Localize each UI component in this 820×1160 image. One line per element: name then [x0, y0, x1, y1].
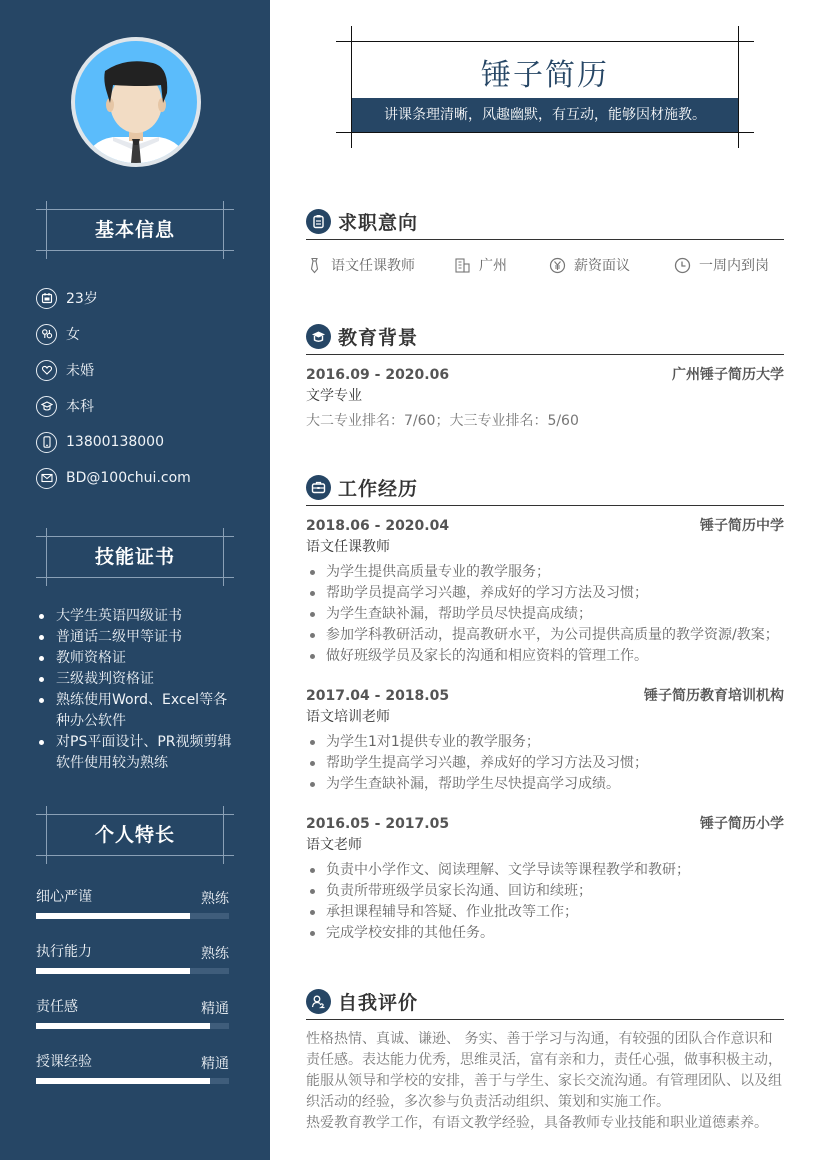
skills-heading: [36, 806, 234, 856]
education-entry: [306, 365, 784, 432]
info-degree-text: 本科: [66, 399, 94, 415]
skill-bar-fill: [36, 968, 190, 974]
info-age-text: 23岁: [66, 291, 98, 307]
skill-bar-fill: [36, 1078, 210, 1084]
skill-level: 熟练: [201, 946, 229, 962]
resume-header: [336, 26, 754, 148]
clock-icon: [674, 257, 691, 274]
info-gender: [36, 316, 256, 352]
section-title: 求职意向: [338, 211, 419, 234]
section-header: [306, 469, 784, 506]
certificates-list: [36, 606, 241, 774]
entry-period: 2017.04 - 2018.05: [306, 688, 450, 704]
skill-bar-fill: [36, 1023, 210, 1029]
bullet-item: 帮助学员提高学习兴趣，养成好的学习方法及习惯；: [306, 583, 784, 604]
briefcase-icon: [306, 475, 331, 500]
info-marital: [36, 352, 256, 388]
info-phone: [36, 424, 256, 460]
job-intent-section: [306, 203, 784, 284]
work-section: [306, 469, 784, 944]
intent-position-text: 语文任课教师: [331, 258, 415, 274]
self-evaluation-section: [306, 983, 784, 1134]
bullet-item: 为学生查缺补漏，帮助学员尽快提高成绩；: [306, 604, 784, 625]
skill-name: 执行能力: [36, 944, 92, 960]
calendar-icon: [36, 288, 57, 309]
info-email: [36, 460, 256, 496]
bullet-item: 负责所带班级学员家长沟通、回访和续班；: [306, 881, 784, 902]
intent-salary-text: 薪资面议: [574, 258, 630, 274]
bullet-item: 为学生提供高质量专业的教学服务；: [306, 562, 784, 583]
skill-name: 细心严谨: [36, 889, 92, 905]
info-gender-text: 女: [66, 327, 80, 343]
evaluation-paragraph: 热爱教育教学工作，有语文教学经验，具备教师专业技能和职业道德素养。: [306, 1115, 768, 1131]
cert-item: 大学生英语四级证书: [36, 606, 241, 627]
intent-availability: [674, 255, 769, 275]
info-phone-text: 13800138000: [66, 434, 164, 450]
entry-role: 语文培训老师: [306, 709, 390, 725]
section-header: [306, 203, 784, 240]
skill-bar: [36, 968, 229, 974]
skill-bar: [36, 913, 229, 919]
bullet-item: 负责中小学作文、阅读理解、文学导读等课程教学和教研；: [306, 860, 784, 881]
entry-bullets: [306, 860, 784, 944]
graduation-cap-icon: [306, 324, 331, 349]
mail-icon: [36, 468, 57, 489]
clipboard-icon: [306, 209, 331, 234]
bullet-item: 帮助学生提高学习兴趣，养成好的学习方法及习惯；: [306, 753, 784, 774]
gender-icon: [36, 324, 57, 345]
intent-availability-text: 一周内到岗: [699, 258, 769, 274]
skill-item: [36, 941, 229, 981]
bullet-item: 为学生1对1提供专业的教学服务；: [306, 732, 784, 753]
info-email-text: BD@100chui.com: [66, 470, 191, 486]
skill-item: [36, 1051, 229, 1091]
entry-description: 大二专业排名：7/60；大三专业排名：5/60: [306, 413, 579, 429]
section-title: 工作经历: [338, 477, 419, 500]
basic-info-title: 基本信息: [94, 219, 175, 241]
entry-period: 2016.05 - 2017.05: [306, 816, 450, 832]
basic-info-heading: [36, 201, 234, 251]
resume-tagline: 讲课条理清晰，风趣幽默，有互动，能够因材施教。: [352, 98, 738, 132]
bullet-item: 参加学科教研活动，提高教研水平，为公司提供高质量的教学资源/教案；: [306, 625, 784, 646]
entry-org: 锤子简历小学: [700, 816, 784, 832]
entry-org: 锤子简历教育培训机构: [644, 688, 784, 704]
resume-title: 锤子简历: [481, 58, 609, 93]
entry-org: 广州锤子简历大学: [672, 367, 784, 383]
entry-role: 语文老师: [306, 837, 362, 853]
cert-item: 对PS平面设计、PR视频剪辑软件使用较为熟练: [36, 732, 241, 774]
avatar-illustration: [75, 41, 197, 163]
basic-info-list: [36, 280, 256, 496]
intent-city-text: 广州: [479, 258, 507, 274]
skill-level: 精通: [201, 1056, 229, 1072]
graduation-cap-icon: [36, 396, 57, 417]
user-icon: [306, 989, 331, 1014]
section-header: [306, 318, 784, 355]
skill-name: 授课经验: [36, 1054, 92, 1070]
section-header: [306, 983, 784, 1020]
info-marital-text: 未婚: [66, 363, 94, 379]
work-entry: [306, 516, 784, 667]
skill-level: 精通: [201, 1001, 229, 1017]
skill-item: [36, 996, 229, 1036]
skill-bar: [36, 1078, 229, 1084]
entry-major: 文学专业: [306, 388, 362, 404]
evaluation-paragraph: 性格热情、真诚、谦逊、 务实、善于学习与沟通，有较强的团队合作意识和责任感。表达能力优秀，思维灵活，富有亲和力，责任心强，做事积极主动，能服从领导和学校的安排，善于与学生、家长交流沟通。有管理团队、以及组织活动的经验，多次参与负责活动组织、策划和实施工作。: [306, 1031, 782, 1110]
bullet-item: 做好班级学员及家长的沟通和相应资料的管理工作。: [306, 646, 784, 667]
bullet-item: 承担课程辅导和答疑、作业批改等工作；: [306, 902, 784, 923]
education-section: [306, 318, 784, 432]
cert-item: 教师资格证: [36, 648, 241, 669]
cert-item: 三级裁判资格证: [36, 669, 241, 690]
sidebar: [0, 0, 270, 1160]
work-entry: [306, 686, 784, 795]
section-title: 教育背景: [338, 326, 419, 349]
entry-period: 2018.06 - 2020.04: [306, 518, 450, 534]
tie-icon: [306, 257, 323, 274]
entry-bullets: [306, 562, 784, 667]
skills-title: 个人特长: [94, 824, 175, 846]
intent-salary: [549, 255, 674, 275]
building-icon: [454, 257, 471, 274]
cert-item: 普通话二级甲等证书: [36, 627, 241, 648]
cert-item: 熟练使用Word、Excel等各种办公软件: [36, 690, 241, 732]
avatar: [71, 37, 201, 167]
entry-org: 锤子简历中学: [700, 518, 784, 534]
entry-bullets: [306, 732, 784, 795]
skill-bar-fill: [36, 913, 190, 919]
intent-city: [454, 255, 549, 275]
bullet-item: 完成学校安排的其他任务。: [306, 923, 784, 944]
certificates-heading: [36, 528, 234, 578]
section-title: 自我评价: [338, 991, 419, 1014]
skill-item: [36, 886, 229, 926]
certificates-title: 技能证书: [94, 546, 175, 568]
skill-bar: [36, 1023, 229, 1029]
work-entry: [306, 814, 784, 944]
skill-name: 责任感: [36, 999, 78, 1015]
info-age: [36, 280, 256, 316]
entry-role: 语文任课教师: [306, 539, 390, 555]
skill-level: 熟练: [201, 891, 229, 907]
info-degree: [36, 388, 256, 424]
bullet-item: 为学生查缺补漏，帮助学生尽快提高学习成绩。: [306, 774, 784, 795]
job-intent-row: [306, 246, 784, 284]
heart-icon: [36, 360, 57, 381]
entry-period: 2016.09 - 2020.06: [306, 367, 450, 383]
intent-position: [306, 255, 454, 275]
yen-icon: [549, 257, 566, 274]
phone-icon: [36, 432, 57, 453]
